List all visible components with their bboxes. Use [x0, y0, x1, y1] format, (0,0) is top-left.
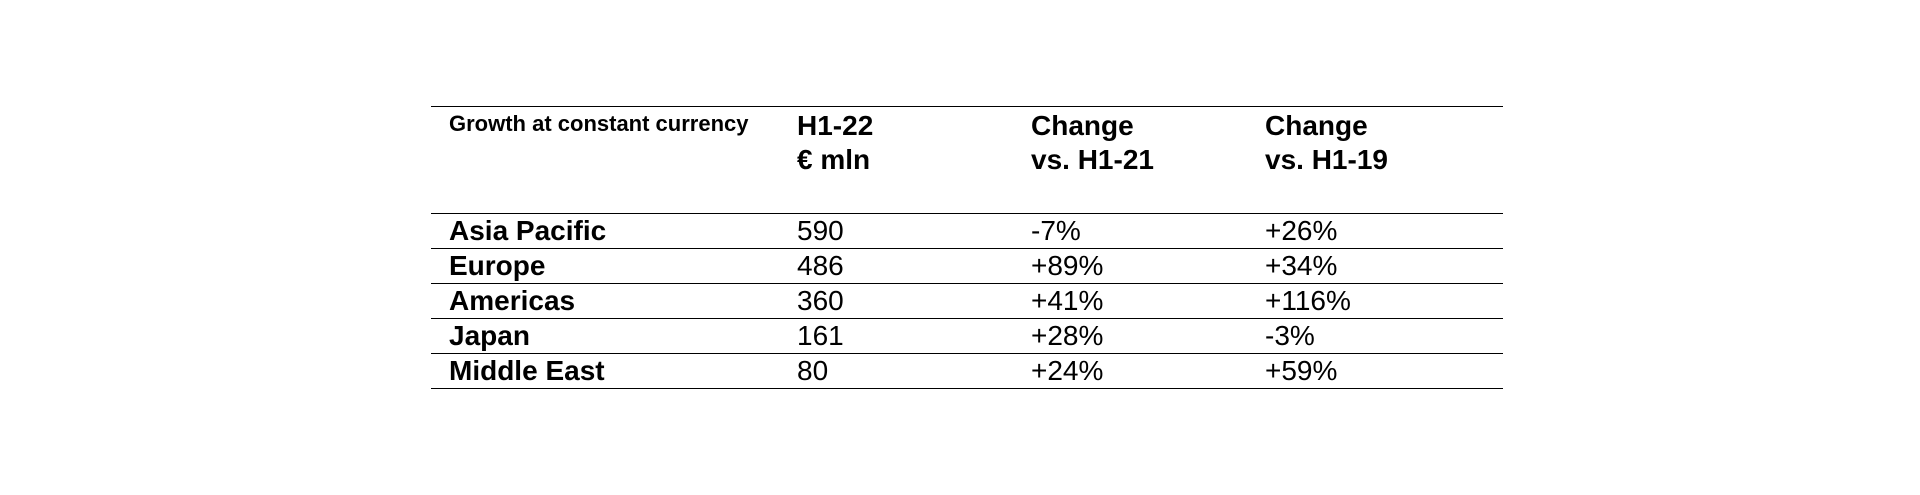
header-h1-22-line1: H1-22 — [797, 110, 874, 141]
header-growth-label: Growth at constant currency — [449, 111, 749, 136]
row-value: 80 — [797, 355, 829, 386]
table-row — [431, 354, 1503, 389]
growth-table — [431, 106, 1503, 389]
row-change-vs-h1-21: +28% — [1031, 320, 1104, 351]
row-change-vs-h1-19: +116% — [1265, 285, 1351, 316]
row-change-vs-h1-21: -7% — [1031, 215, 1081, 246]
row-value: 360 — [797, 285, 844, 316]
header-change-vs-h1-21-line1: Change — [1031, 110, 1134, 141]
row-value: 590 — [797, 215, 844, 246]
row-value: 486 — [797, 250, 844, 281]
row-region: Americas — [449, 285, 576, 316]
table-header — [431, 107, 1503, 214]
table-row — [431, 284, 1503, 319]
header-change-vs-h1-21-line2: vs. H1-21 — [1031, 144, 1154, 175]
row-region: Europe — [449, 250, 546, 281]
header-h1-22 — [797, 107, 1031, 214]
header-h1-22-line2: € mln — [797, 144, 871, 175]
header-change-vs-h1-19-line2: vs. H1-19 — [1265, 144, 1388, 175]
row-change-vs-h1-19: -3% — [1265, 320, 1315, 351]
row-change-vs-h1-21: +41% — [1031, 285, 1104, 316]
row-region: Middle East — [449, 355, 605, 386]
header-row — [431, 107, 1503, 214]
row-region: Japan — [449, 320, 530, 351]
row-change-vs-h1-21: +24% — [1031, 355, 1104, 386]
growth-table-container — [431, 106, 1503, 389]
row-value: 161 — [797, 320, 844, 351]
header-change-vs-h1-21 — [1031, 107, 1265, 214]
table-body — [431, 214, 1503, 389]
table-row — [431, 214, 1503, 249]
row-region: Asia Pacific — [449, 215, 607, 246]
row-change-vs-h1-19: +34% — [1265, 250, 1338, 281]
row-change-vs-h1-19: +59% — [1265, 355, 1338, 386]
header-change-vs-h1-19 — [1265, 107, 1503, 214]
row-change-vs-h1-21: +89% — [1031, 250, 1104, 281]
table-row — [431, 319, 1503, 354]
row-change-vs-h1-19: +26% — [1265, 215, 1338, 246]
header-change-vs-h1-19-line1: Change — [1265, 110, 1368, 141]
table-row — [431, 249, 1503, 284]
